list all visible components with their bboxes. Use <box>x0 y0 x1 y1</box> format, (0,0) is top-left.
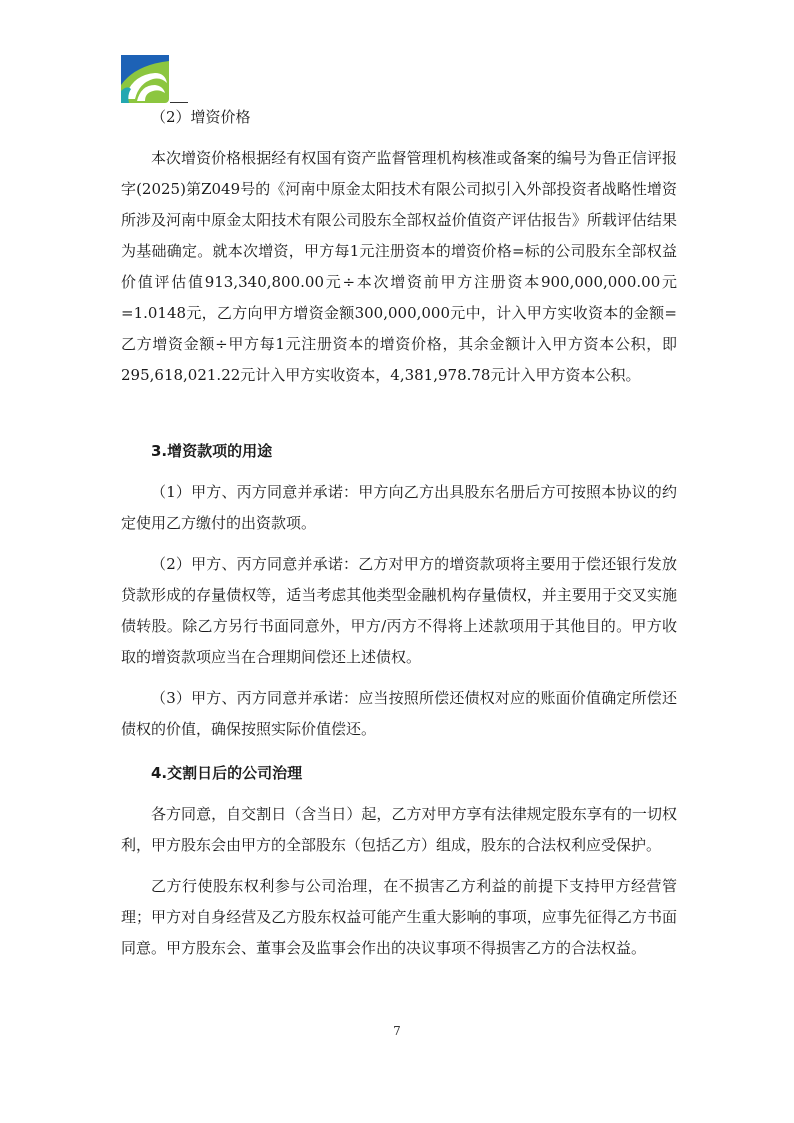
section-3-heading: 3.增资款项的用途 <box>151 442 273 460</box>
section-4 <box>121 758 677 964</box>
company-logo-icon <box>121 55 169 103</box>
section-4-paragraph-2: 乙方行使股东权利参与公司治理，在不损害乙方利益的前提下支持甲方经营管理；甲方对自身经营及乙方股东权益可能产生重大影响的事项，应事先征得乙方书面同意。甲方股东会、董事会及监事会作出的决议事项不得损害乙方的合法权益。 <box>121 877 677 957</box>
section-2-paragraph: 本次增资价格根据经有权国有资产监督管理机构核准或备案的编号为鲁正信评报字(2025)第Z049号的《河南中原金太阳技术有限公司拟引入外部投资者战略性增资所涉及河南中原金太阳技术有限公司股东全部权益价值资产评估报告》所载评估结果为基础确定。就本次增资，甲方每1元注册资本的增资价格=标的公司股东全部权益价值评估值913,340,800.00元÷本次增资前甲方注册资本900,000,000.00元=1.0148元，乙方向甲方增资金额300,000,000元中，计入甲方实收资本的金额=乙方增资金额÷甲方每1元注册资本的增资价格，其余金额计入甲方资本公积，即295,618,021.22元计入甲方实收资本，4,381,978.78元计入甲方资本公积。 <box>121 149 677 384</box>
page-number: 7 <box>393 1024 401 1038</box>
section-2-heading: （2）增资价格 <box>151 108 251 126</box>
section-4-heading: 4.交割日后的公司治理 <box>151 764 303 782</box>
section-2 <box>121 102 677 391</box>
section-3-item-2: （2）甲方、丙方同意并承诺：乙方对甲方的增资款项将主要用于偿还银行发放贷款形成的存量债权等，适当考虑其他类型金融机构存量债权，并主要用于交叉实施债转股。除乙方另行书面同意外，甲方/丙方不得将上述款项用于其他目的。甲方收取的增资款项应当在合理期间偿还上述债权。 <box>121 555 677 666</box>
section-3 <box>121 436 677 745</box>
section-4-paragraph-1: 各方同意，自交割日（含当日）起，乙方对甲方享有法律规定股东享有的一切权利，甲方股东会由甲方的全部股东（包括乙方）组成，股东的合法权利应受保护。 <box>121 805 677 854</box>
section-3-item-3: （3）甲方、丙方同意并承诺：应当按照所偿还债权对应的账面价值确定所偿还债权的价值，确保按照实际价值偿还。 <box>121 689 677 738</box>
section-3-item-1: （1）甲方、丙方同意并承诺：甲方向乙方出具股东名册后方可按照本协议的约定使用乙方缴付的出资款项。 <box>121 483 677 532</box>
